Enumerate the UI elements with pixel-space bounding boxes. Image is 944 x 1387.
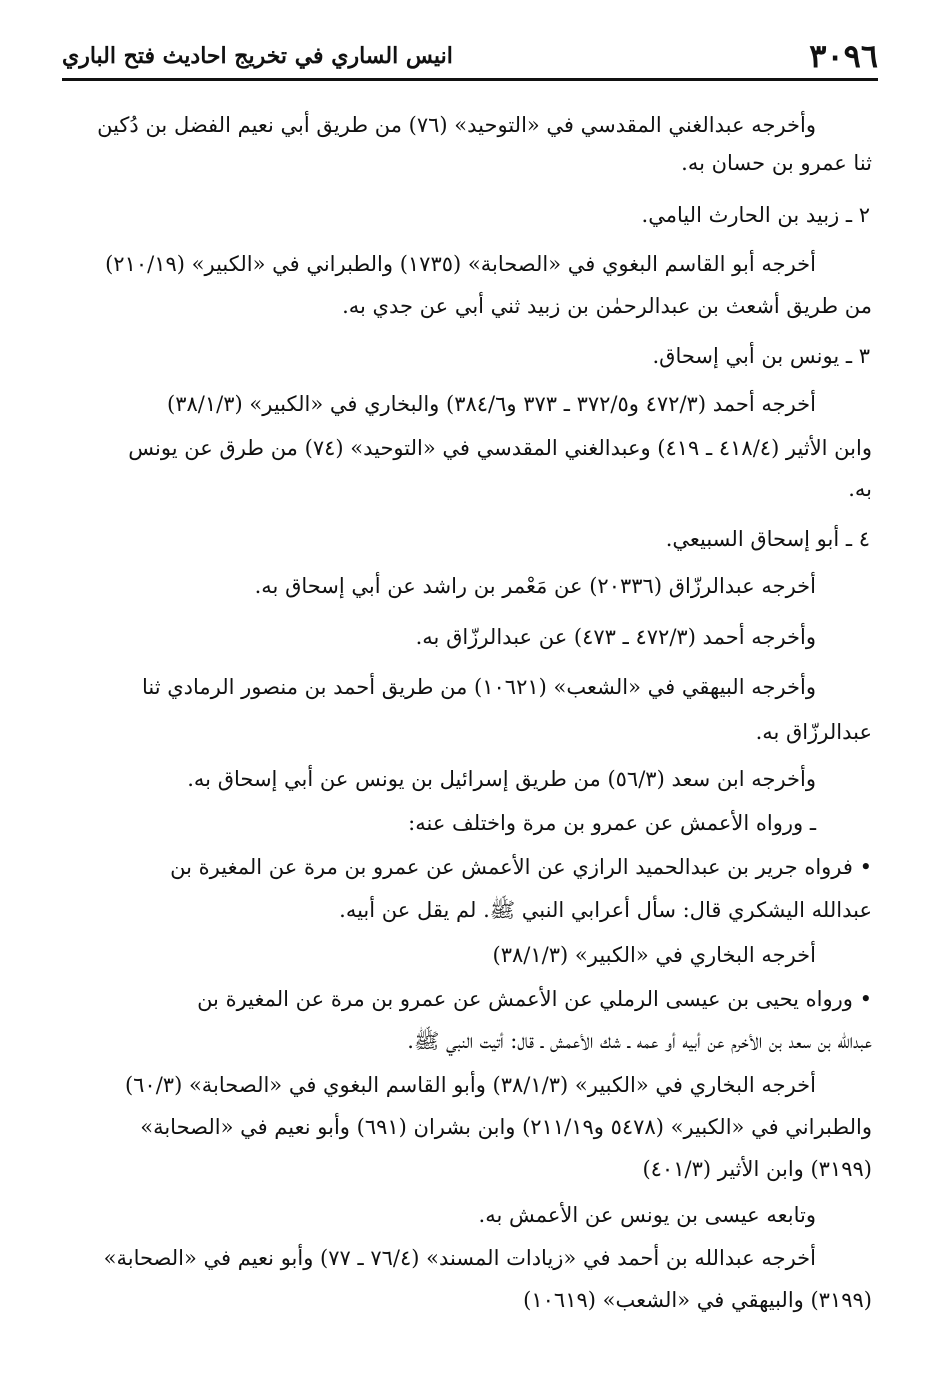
text-line: ثنا عمرو بن حسان به. [681,151,872,175]
text-line: ـ ورواه الأعمش عن عمرو بن مرة واختلف عنه: [408,811,816,835]
section-heading: ٤ ـ أبو إسحاق السبيعي. [665,527,870,551]
text-line: • فرواه جرير بن عبدالحميد الرازي عن الأعمش عن عمرو بن مرة عن المغيرة بن [170,855,872,879]
section-heading: ٢ ـ زبيد بن الحارث اليامي. [641,203,870,227]
running-title: انيس الساري في تخريج احاديث فتح الباري [62,43,453,69]
text-line: (٣١٩٩) والبيهقي في «الشعب» (١٠٦١٩) [523,1288,872,1312]
text-line: من طريق أشعث بن عبدالرحمٰن بن زبيد ثني أبي عن جدي به. [342,294,872,318]
text-line: أخرجه عبدالرزّاق (٢٠٣٣٦) عن مَعْمر بن راشد عن أبي إسحاق به. [254,574,816,598]
text-line: أخرجه البخاري في «الكبير» (٣٨/١/٣) وأبو القاسم البغوي في «الصحابة» (٦٠/٣) [124,1073,816,1097]
page-number: ٣٠٩٦ [809,37,878,75]
text-line: والطبراني في «الكبير» (٥٤٧٨ و٢١١/١٩) وابن بشران (٦٩١) وأبو نعيم في «الصحابة» [140,1115,872,1139]
text-line: وأخرجه ابن سعد (٥٦/٣) من طريق إسرائيل بن يونس عن أبي إسحاق به. [187,767,816,791]
text-line: أخرجه البخاري في «الكبير» (٣٨/١/٣) [492,943,816,967]
text-line: أخرجه أحمد (٤٧٢/٣ و٣٧٢/٥ ـ ٣٧٣ و٣٨٤/٦) والبخاري في «الكبير» (٣٨/١/٣) [167,392,816,416]
text-line: عبدالله اليشكري قال: سأل أعرابي النبي ﷺ. لم يقل عن أبيه. [339,898,872,922]
text-line: به. [848,477,872,501]
text-line: أخرجه عبدالله بن أحمد في «زيادات المسند» (٧٦/٤ ـ ٧٧) وأبو نعيم في «الصحابة» [103,1246,816,1270]
text-line: وأخرجه أحمد (٤٧٢/٣ ـ ٤٧٣) عن عبدالرزّاق به. [415,625,816,649]
text-line: عبدالرزّاق به. [755,720,872,744]
text-line: (٣١٩٩) وابن الأثير (٤٠١/٣) [642,1157,872,1181]
text-line: وابن الأثير (٤١٨/٤ ـ ٤١٩) وعبدالغني المقدسي في «التوحيد» (٧٤) من طرق عن يونس [128,436,872,460]
section-heading: ٣ ـ يونس بن أبي إسحاق. [652,344,870,368]
text-line: عبدالله بن سعد بن الأخرم عن أبيه أو عمه ـ شك الأعمش ـ قال: أتيت النبي ﷺ. [407,1029,872,1053]
text-line: وتابعه عيسى بن يونس عن الأعمش به. [478,1203,816,1227]
text-line: أخرجه أبو القاسم البغوي في «الصحابة» (١٧٣٥) والطبراني في «الكبير» (٢١٠/١٩) [105,252,816,276]
text-line: • ورواه يحيى بن عيسى الرملي عن الأعمش عن عمرو بن مرة عن المغيرة بن [197,987,872,1011]
page-header [62,34,878,81]
text-line: وأخرجه عبدالغني المقدسي في «التوحيد» (٧٦) من طريق أبي نعيم الفضل بن دُكين [97,113,816,137]
text-line: وأخرجه البيهقي في «الشعب» (١٠٦٢١) من طريق أحمد بن منصور الرمادي ثنا [141,675,816,699]
